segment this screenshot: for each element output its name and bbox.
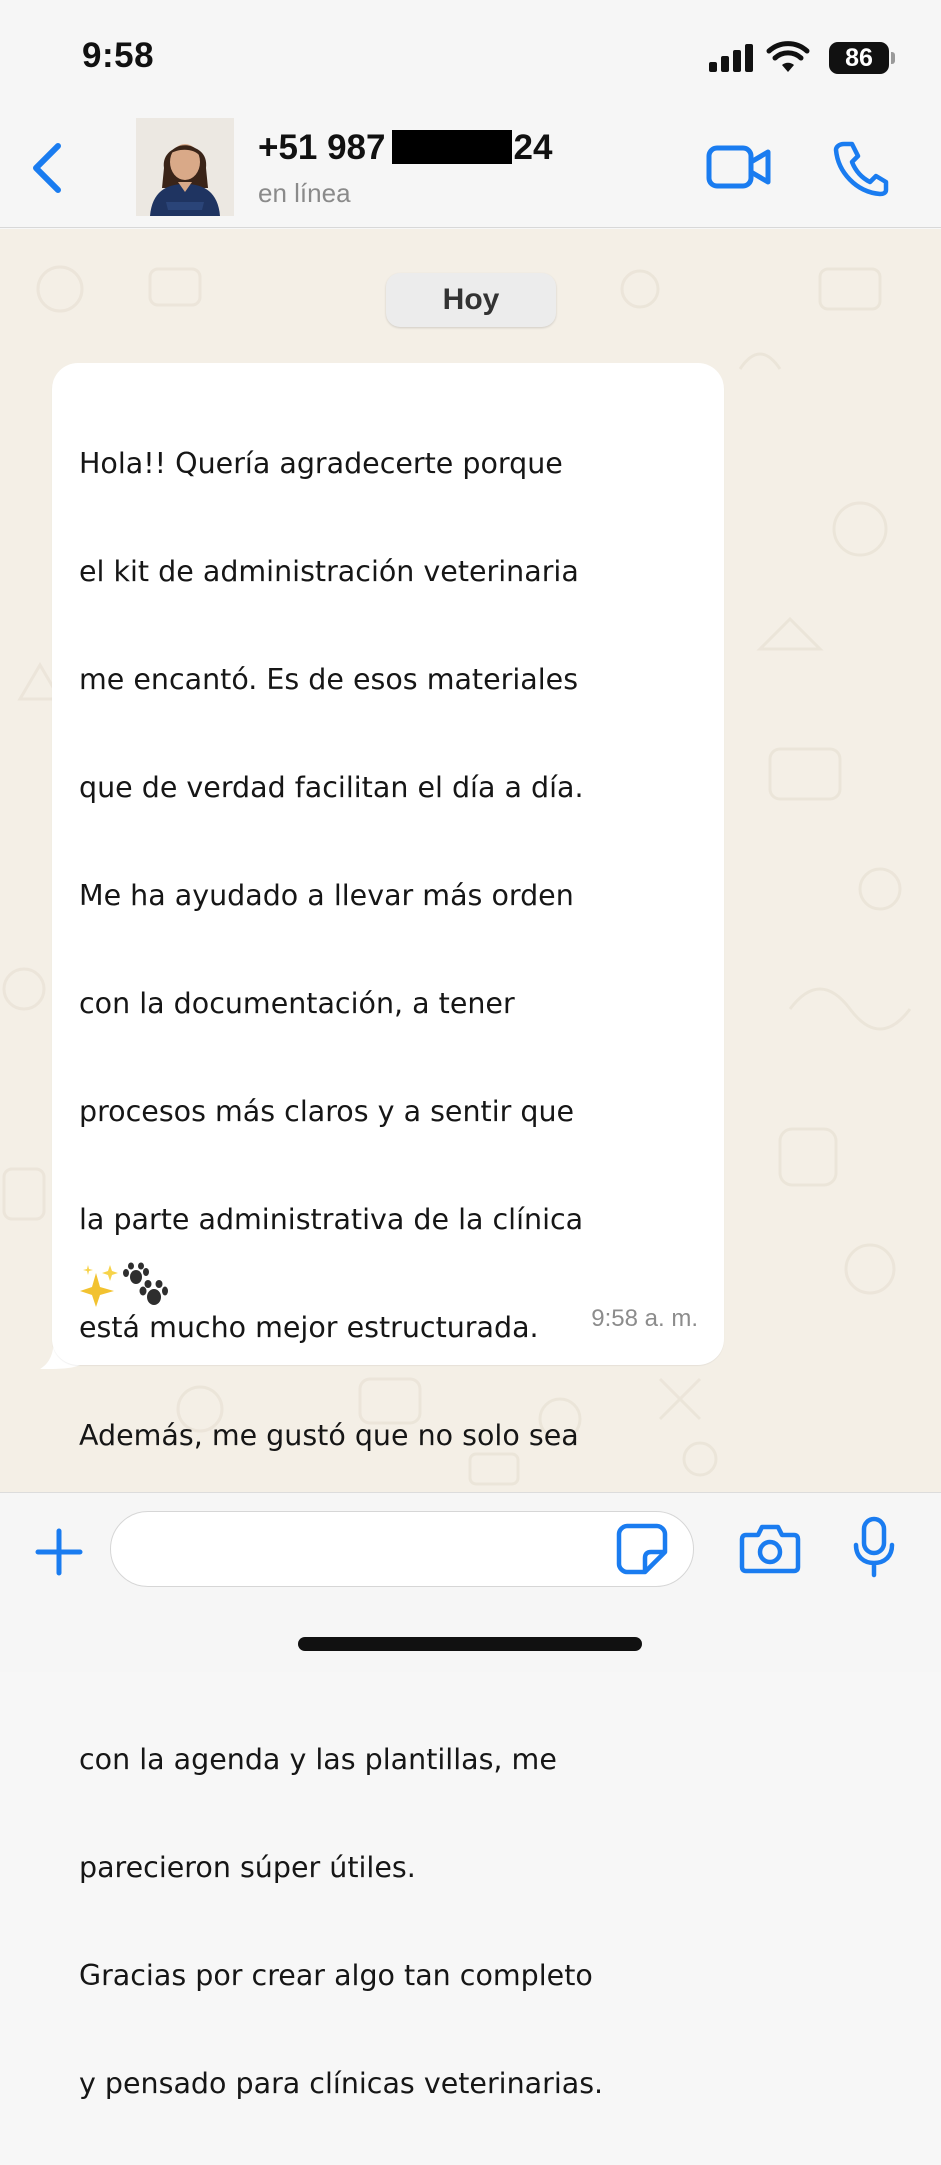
message-line: el kit de administración veterinaria bbox=[79, 555, 579, 588]
status-bar bbox=[0, 0, 941, 112]
camera-icon[interactable] bbox=[740, 1523, 800, 1575]
avatar[interactable] bbox=[136, 118, 234, 216]
paw-prints-icon bbox=[122, 1263, 168, 1309]
message-line: está mucho mejor estructurada. bbox=[79, 1311, 539, 1344]
message-line: que de verdad facilitan el día a día. bbox=[79, 771, 584, 804]
message-line: Hola!! Quería agradecerte porque bbox=[79, 447, 563, 480]
message-line: me encantó. Es de esos materiales bbox=[79, 663, 579, 696]
message-line: Me ha ayudado a llevar más orden bbox=[79, 879, 574, 912]
wifi-icon bbox=[767, 42, 809, 74]
battery-level: 86 bbox=[829, 42, 889, 74]
message-line: y pensado para clínicas veterinarias. bbox=[79, 2067, 604, 2100]
message-line: Además, me gustó que no solo sea bbox=[79, 1419, 579, 1452]
message-line: la parte administrativa de la clínica bbox=[79, 1203, 584, 1236]
contact-number-suffix: 24 bbox=[513, 128, 553, 167]
message-timestamp: 9:58 a. m. bbox=[591, 1305, 698, 1332]
avatar-portrait-icon bbox=[136, 118, 234, 216]
chat-area[interactable] bbox=[0, 229, 941, 2100]
date-separator: Hoy bbox=[386, 273, 556, 327]
message-input-field[interactable] bbox=[110, 1511, 694, 1587]
microphone-icon[interactable] bbox=[852, 1517, 896, 1577]
video-camera-icon[interactable] bbox=[706, 142, 772, 192]
battery-icon bbox=[829, 42, 895, 74]
composer-bar bbox=[0, 1492, 941, 1672]
message-line: con la agenda y las plantillas, me bbox=[79, 1743, 557, 1776]
redaction-bar bbox=[392, 130, 512, 164]
back-chevron-icon[interactable] bbox=[22, 136, 72, 200]
message-line: Gracias por crear algo tan completo bbox=[79, 1959, 593, 1992]
message-text bbox=[79, 383, 719, 2165]
message-line: con la documentación, a tener bbox=[79, 987, 515, 1020]
sticker-icon[interactable] bbox=[615, 1522, 669, 1576]
status-time: 9:58 bbox=[82, 36, 155, 75]
plus-icon[interactable] bbox=[34, 1527, 84, 1577]
contact-number-prefix: +51 987 bbox=[258, 128, 386, 167]
message-input[interactable] bbox=[135, 1526, 595, 1572]
contact-status: en línea bbox=[258, 178, 351, 208]
message-line: parecieron súper útiles. bbox=[79, 1851, 416, 1884]
contact-name[interactable] bbox=[258, 128, 552, 168]
chat-header bbox=[0, 112, 941, 228]
signal-icon bbox=[709, 44, 755, 72]
sparkles-icon bbox=[80, 1263, 120, 1307]
message-bubble[interactable] bbox=[52, 363, 724, 2100]
home-indicator[interactable] bbox=[298, 1637, 642, 1651]
battery-tip bbox=[891, 52, 895, 64]
message-line: procesos más claros y a sentir que bbox=[79, 1095, 575, 1128]
phone-icon[interactable] bbox=[832, 140, 890, 196]
